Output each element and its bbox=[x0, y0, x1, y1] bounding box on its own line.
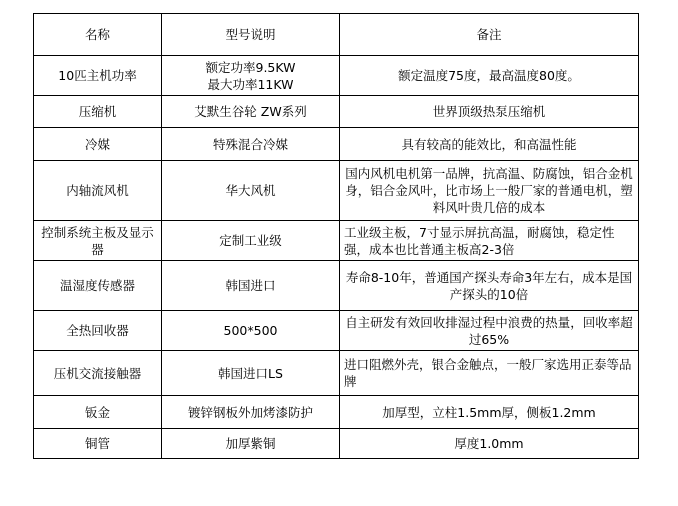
table-row bbox=[34, 396, 639, 429]
cell-name: 温湿度传感器 bbox=[34, 261, 162, 311]
cell-model: 韩国进口LS bbox=[162, 351, 340, 396]
cell-name: 10匹主机功率 bbox=[34, 56, 162, 96]
cell-model: 定制工业级 bbox=[162, 221, 340, 261]
cell-model: 镀锌钢板外加烤漆防护 bbox=[162, 396, 340, 429]
table-row bbox=[34, 221, 639, 261]
table-row bbox=[34, 261, 639, 311]
cell-name: 钣金 bbox=[34, 396, 162, 429]
cell-model: 韩国进口 bbox=[162, 261, 340, 311]
cell-name: 压机交流接触器 bbox=[34, 351, 162, 396]
table-row bbox=[34, 161, 639, 221]
cell-note: 具有较高的能效比，和高温性能 bbox=[340, 128, 639, 161]
cell-model: 500*500 bbox=[162, 311, 340, 351]
cell-name: 铜管 bbox=[34, 429, 162, 459]
cell-name: 控制系统主板及显示器 bbox=[34, 221, 162, 261]
header-note: 备注 bbox=[340, 14, 639, 56]
header-model: 型号说明 bbox=[162, 14, 340, 56]
cell-note: 国内风机电机第一品牌，抗高温、防腐蚀，铝合金机身，铝合金风叶，比市场上一般厂家的普通电机，塑料风叶贵几倍的成本 bbox=[340, 161, 639, 221]
cell-name: 冷媒 bbox=[34, 128, 162, 161]
cell-model: 特殊混合冷媒 bbox=[162, 128, 340, 161]
cell-name: 内轴流风机 bbox=[34, 161, 162, 221]
cell-note: 进口阻燃外壳，银合金触点，一般厂家选用正泰等品牌 bbox=[340, 351, 639, 396]
cell-name: 压缩机 bbox=[34, 96, 162, 128]
table-header-row bbox=[34, 14, 639, 56]
cell-note: 自主研发有效回收排湿过程中浪费的热量，回收率超过65% bbox=[340, 311, 639, 351]
cell-note: 寿命8-10年，普通国产探头寿命3年左右，成本是国产探头的10倍 bbox=[340, 261, 639, 311]
table-row bbox=[34, 128, 639, 161]
cell-note: 加厚型，立柱1.5mm厚，侧板1.2mm bbox=[340, 396, 639, 429]
cell-model: 额定功率9.5KW 最大功率11KW bbox=[162, 56, 340, 96]
cell-model: 加厚紫铜 bbox=[162, 429, 340, 459]
table-row bbox=[34, 56, 639, 96]
table-row bbox=[34, 429, 639, 459]
cell-note: 世界顶级热泵压缩机 bbox=[340, 96, 639, 128]
cell-note: 厚度1.0mm bbox=[340, 429, 639, 459]
cell-note: 额定温度75度，最高温度80度。 bbox=[340, 56, 639, 96]
table-row bbox=[34, 96, 639, 128]
cell-name: 全热回收器 bbox=[34, 311, 162, 351]
header-name: 名称 bbox=[34, 14, 162, 56]
cell-model: 艾默生谷轮 ZW系列 bbox=[162, 96, 340, 128]
table-row bbox=[34, 311, 639, 351]
spec-table bbox=[33, 13, 639, 459]
cell-model: 华大风机 bbox=[162, 161, 340, 221]
table-row bbox=[34, 351, 639, 396]
cell-note: 工业级主板，7寸显示屏抗高温，耐腐蚀，稳定性强，成本也比普通主板高2-3倍 bbox=[340, 221, 639, 261]
